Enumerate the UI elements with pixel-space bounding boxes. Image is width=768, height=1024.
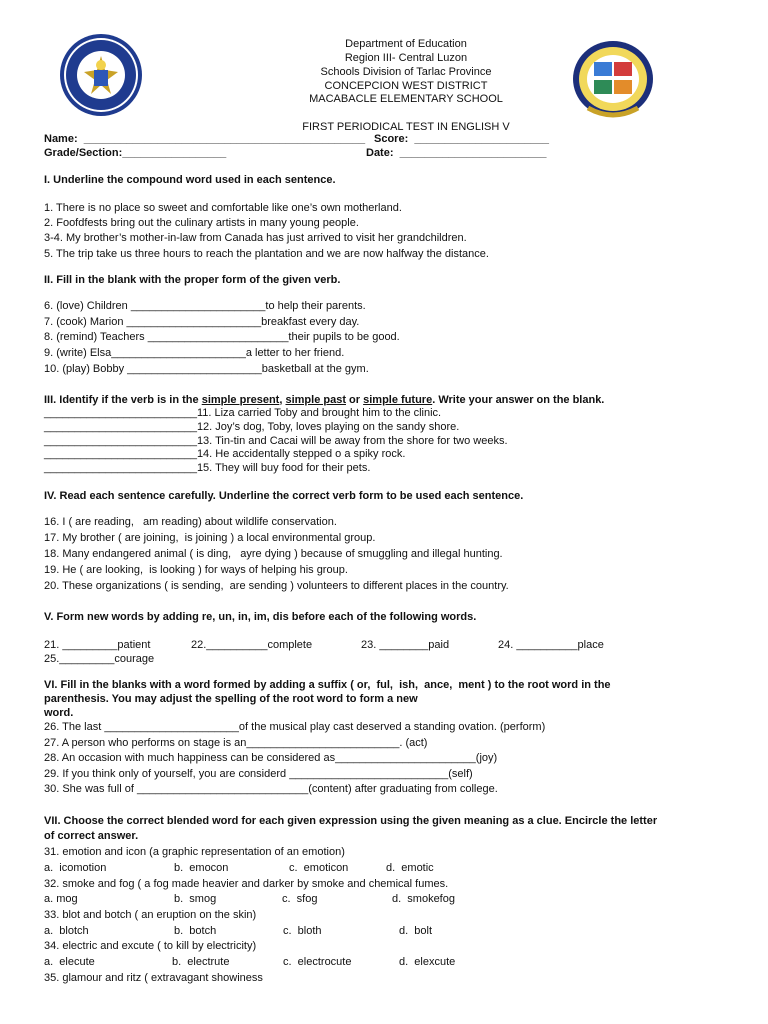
header-division: Schools Division of Tarlac Province: [320, 66, 492, 78]
q34-option-d: d. elexcute: [399, 956, 456, 968]
item-30: 30. She was full of ____________________________(content) after graduating from college.: [44, 783, 498, 795]
question-35: 35. glamour and ritz ( extravagant showiness: [44, 972, 263, 984]
q34-option-c: c. electrocute: [283, 956, 352, 968]
q31-option-d: d. emotic: [386, 862, 434, 874]
header-school: MACABACLE ELEMENTARY SCHOOL: [309, 93, 503, 105]
item-14: _________________________14. He accidentally stepped o a spiky rock.: [44, 448, 406, 460]
item-2: 2. Foofdfests bring out the culinary artists in many young people.: [44, 217, 359, 229]
item-9: 9. (write) Elsa______________________a letter to her friend.: [44, 347, 345, 359]
item-25: 25._________courage: [44, 653, 155, 665]
section-1-heading: I. Underline the compound word used in each sentence.: [44, 174, 336, 186]
item-22: 22.__________complete: [191, 639, 313, 651]
header-district: CONCEPCION WEST DISTRICT: [324, 80, 488, 92]
item-17: 17. My brother ( are joining, is joining ) a local environmental group.: [44, 532, 376, 544]
q31-option-a: a. icomotion: [44, 862, 107, 874]
item-3-4: 3-4. My brother’s mother-in-law from Canada has just arrived to visit her grandchildren.: [44, 232, 467, 244]
item-16: 16. I ( are reading, am reading) about wildlife conservation.: [44, 516, 337, 528]
item-20: 20. These organizations ( is sending, are sending ) volunteers to different places in the country.: [44, 580, 509, 592]
q34-option-b: b. electrute: [172, 956, 230, 968]
q33-option-d: d. bolt: [399, 925, 433, 937]
item-29: 29. If you think only of yourself, you are considerd __________________________(self): [44, 768, 473, 780]
q32-option-a: a. mog: [44, 893, 78, 905]
date-field: Date: ________________________: [366, 147, 547, 159]
q33-option-c: c. bloth: [283, 925, 322, 937]
q32-option-c: c. sfog: [282, 893, 318, 905]
section-4-heading: IV. Read each sentence carefully. Underline the correct verb form to be used each sentence.: [44, 490, 524, 502]
header-region: Region III- Central Luzon: [344, 52, 468, 64]
header-dept: Department of Education: [345, 38, 467, 50]
section-6-heading-line3: word.: [44, 707, 74, 719]
item-13: _________________________13. Tin-tin and Cacai will be away from the shore for two weeks.: [44, 435, 508, 447]
grade-section-field: Grade/Section:_________________: [44, 147, 227, 159]
section-2-heading: II. Fill in the blank with the proper form of the given verb.: [44, 274, 341, 286]
q31-option-c: c. emoticon: [289, 862, 349, 874]
section-5-heading: V. Form new words by adding re, un, in, im, dis before each of the following words.: [44, 611, 477, 623]
question-31: 31. emotion and icon (a graphic representation of an emotion): [44, 846, 345, 858]
item-24: 24. __________place: [498, 639, 604, 651]
q31-option-b: b. emocon: [174, 862, 229, 874]
question-33: 33. blot and botch ( an eruption on the skin): [44, 909, 257, 921]
question-34: 34. electric and excute ( to kill by electricity): [44, 940, 257, 952]
name-field: Name: ______________________________________________: [44, 133, 366, 145]
q33-option-b: b. botch: [174, 925, 217, 937]
simple-future-term: simple future: [363, 394, 433, 406]
item-21: 21. _________patient: [44, 639, 151, 651]
simple-present-term: simple present: [201, 394, 280, 406]
item-15: _________________________15. They will buy food for their pets.: [44, 462, 371, 474]
section-7-heading-line2: of correct answer.: [44, 830, 139, 842]
item-1: 1. There is no place so sweet and comfortable like one’s own motherland.: [44, 202, 402, 214]
section-6-heading-line1: VI. Fill in the blanks with a word formed by adding a suffix ( or, ful, ish, ance, ment ) to the root word in the: [44, 679, 611, 691]
item-18: 18. Many endangered animal ( is ding, ayre dying ) because of smuggling and illegal hunting.: [44, 548, 503, 560]
item-5: 5. The trip take us three hours to reach the plantation and we are now halfway the distance.: [44, 248, 489, 260]
q34-option-a: a. elecute: [44, 956, 95, 968]
deped-seal-logo: [58, 32, 144, 118]
item-6: 6. (love) Children ______________________to help their parents.: [44, 300, 366, 312]
section-6-heading-line2: parenthesis. You may adjust the spelling of the root word to form a new: [44, 693, 418, 705]
item-8: 8. (remind) Teachers _______________________their pupils to be good.: [44, 331, 400, 343]
question-32: 32. smoke and fog ( a fog made heavier and darker by smoke and chemical fumes.: [44, 878, 449, 890]
item-19: 19. He ( are looking, is looking ) for ways of helping his group.: [44, 564, 348, 576]
test-title: FIRST PERIODICAL TEST IN ENGLISH V: [302, 121, 510, 133]
q32-option-d: d. smokefog: [392, 893, 455, 905]
item-27: 27. A person who performs on stage is an_________________________. (act): [44, 737, 428, 749]
item-28: 28. An occasion with much happiness can be considered as_______________________(joy): [44, 752, 498, 764]
q32-option-b: b. smog: [174, 893, 217, 905]
q33-option-a: a. blotch: [44, 925, 89, 937]
score-field: Score: ______________________: [374, 133, 549, 145]
section-7-heading-line1: VII. Choose the correct blended word for each given expression using the given meaning as a clue. Encircle the letter: [44, 815, 658, 827]
item-23: 23. ________paid: [361, 639, 450, 651]
item-11: _________________________11. Liza carried Toby and brought him to the clinic.: [44, 407, 442, 419]
section-3-heading: III. Identify if the verb is in the simple present, simple past or simple future. Write your answer on the blank.: [44, 394, 605, 406]
item-10: 10. (play) Bobby ______________________basketball at the gym.: [44, 363, 369, 375]
item-12: _________________________12. Joy’s dog, Toby, loves playing on the sandy shore.: [44, 421, 460, 433]
item-26: 26. The last ______________________of the musical play cast deserved a standing ovation. (perform): [44, 721, 546, 733]
simple-past-term: simple past: [285, 394, 346, 406]
school-seal-logo: [570, 38, 656, 120]
item-7: 7. (cook) Marion ______________________breakfast every day.: [44, 316, 360, 328]
